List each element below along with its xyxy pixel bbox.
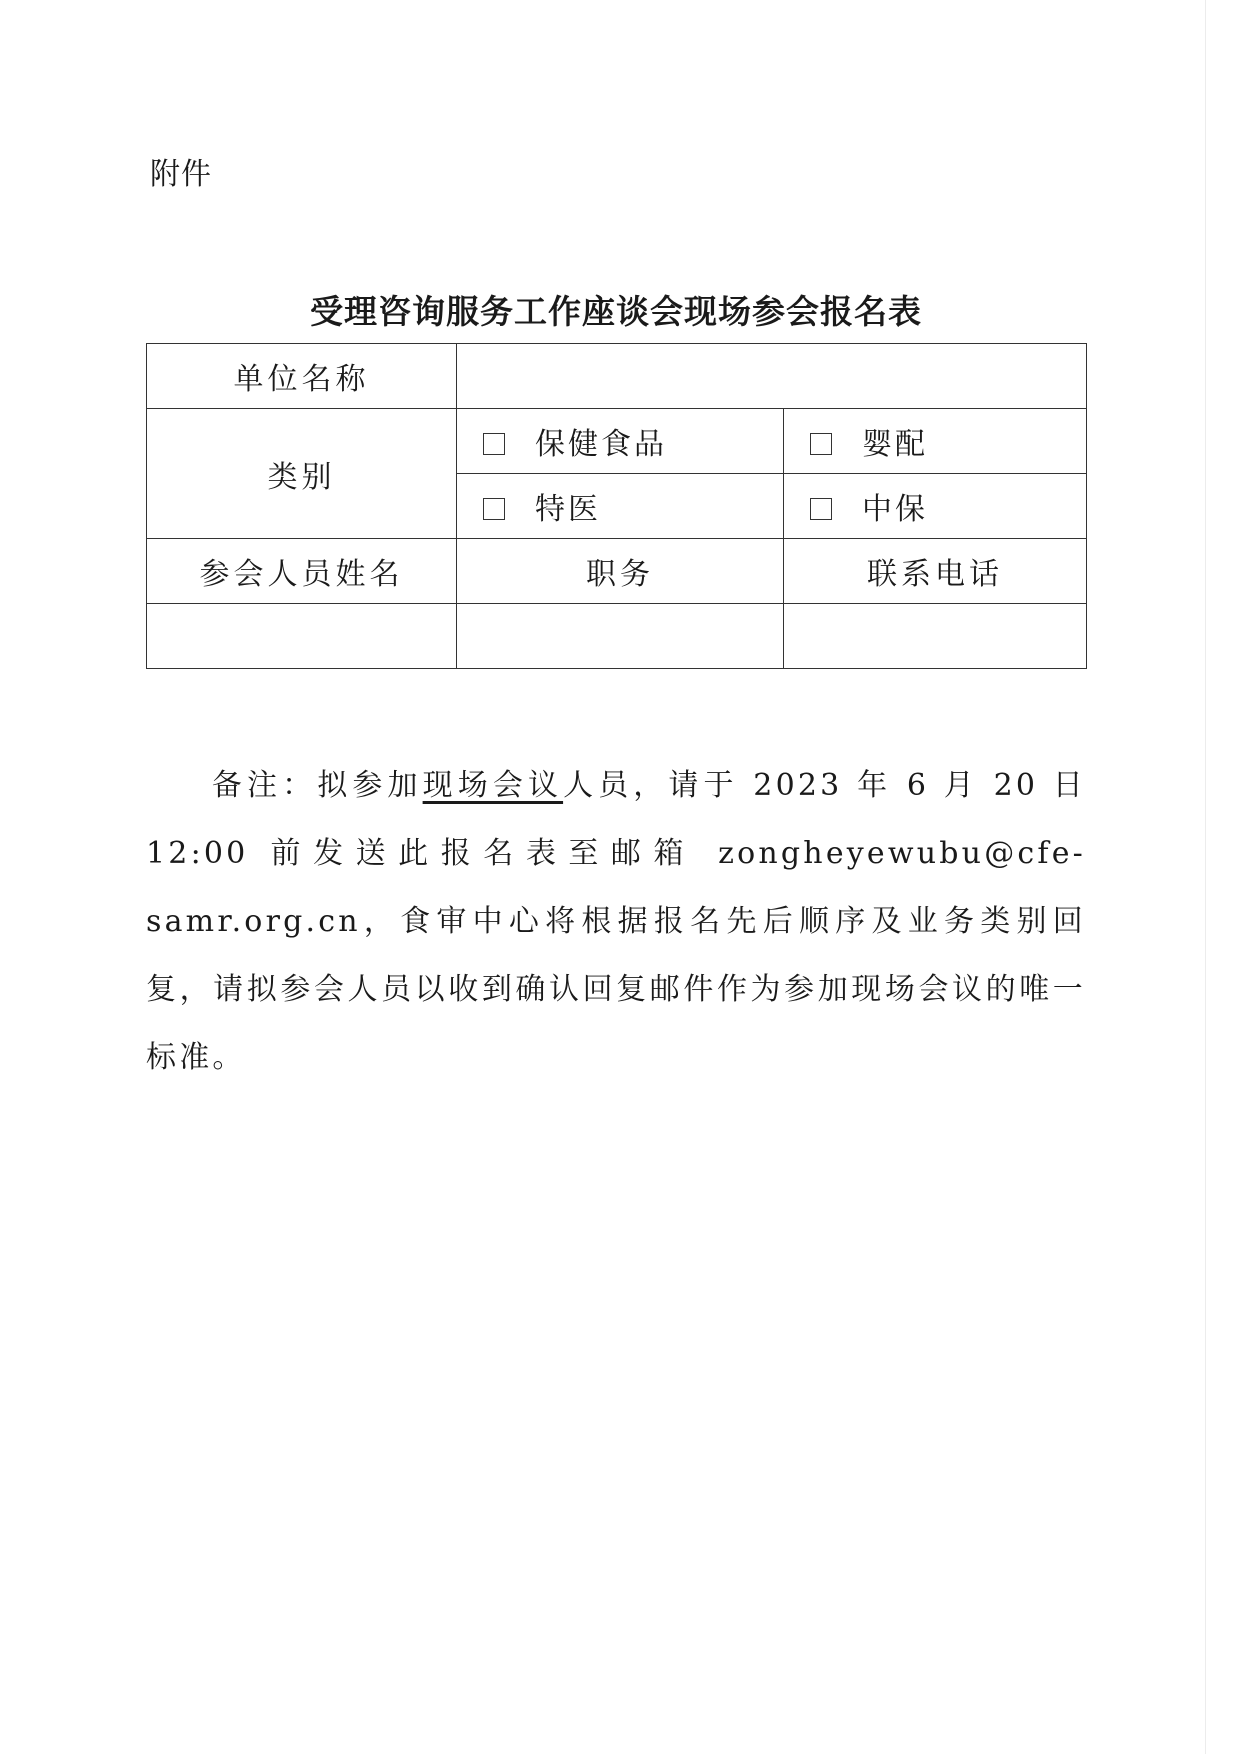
option-special-medical[interactable] <box>457 474 784 539</box>
category-row-1 <box>147 409 1087 474</box>
registration-table <box>146 343 1087 669</box>
page-edge <box>1205 0 1206 1754</box>
option-special-medical-label: 特医 <box>535 492 601 527</box>
option-infant-formula[interactable] <box>784 409 1087 474</box>
option-zhongbao-label: 中保 <box>862 492 928 527</box>
option-zhongbao[interactable] <box>784 474 1087 539</box>
header-attendee-name: 参会人员姓名 <box>147 539 457 604</box>
entry-row <box>147 604 1087 669</box>
option-health-food-label: 保健食品 <box>535 427 667 462</box>
position-field[interactable] <box>457 604 784 669</box>
option-health-food[interactable] <box>457 409 784 474</box>
option-infant-formula-label: 婴配 <box>862 427 928 462</box>
remark-underlined-text: 现场会议 <box>422 768 564 803</box>
header-phone: 联系电话 <box>784 539 1087 604</box>
header-row <box>147 539 1087 604</box>
checkbox-special-medical[interactable] <box>483 498 505 520</box>
category-label: 类别 <box>147 409 457 539</box>
remark-prefix: 备注：拟参加 <box>210 768 423 803</box>
remark-rest: 人员，请于 2023 年 6 月 20 日 12:00 前发送此报名表至邮箱 zongheyewubu@cfe-samr.org.cn，食审中心将根据报名先后顺序及业务类别回复，请拟参会人员以收到确认回复邮件作为参加现场会议的唯一标准。 <box>146 768 1086 1075</box>
attachment-label: 附件 <box>150 157 212 192</box>
checkbox-zhongbao[interactable] <box>810 498 832 520</box>
unit-name-field[interactable] <box>457 344 1087 409</box>
remark-paragraph <box>146 752 1086 1092</box>
unit-name-row <box>147 344 1087 409</box>
checkbox-health-food[interactable] <box>483 433 505 455</box>
checkbox-infant-formula[interactable] <box>810 433 832 455</box>
form-title: 受理咨询服务工作座谈会现场参会报名表 <box>310 292 922 331</box>
attendee-name-field[interactable] <box>147 604 457 669</box>
header-position: 职务 <box>457 539 784 604</box>
unit-name-label: 单位名称 <box>147 344 457 409</box>
phone-field[interactable] <box>784 604 1087 669</box>
